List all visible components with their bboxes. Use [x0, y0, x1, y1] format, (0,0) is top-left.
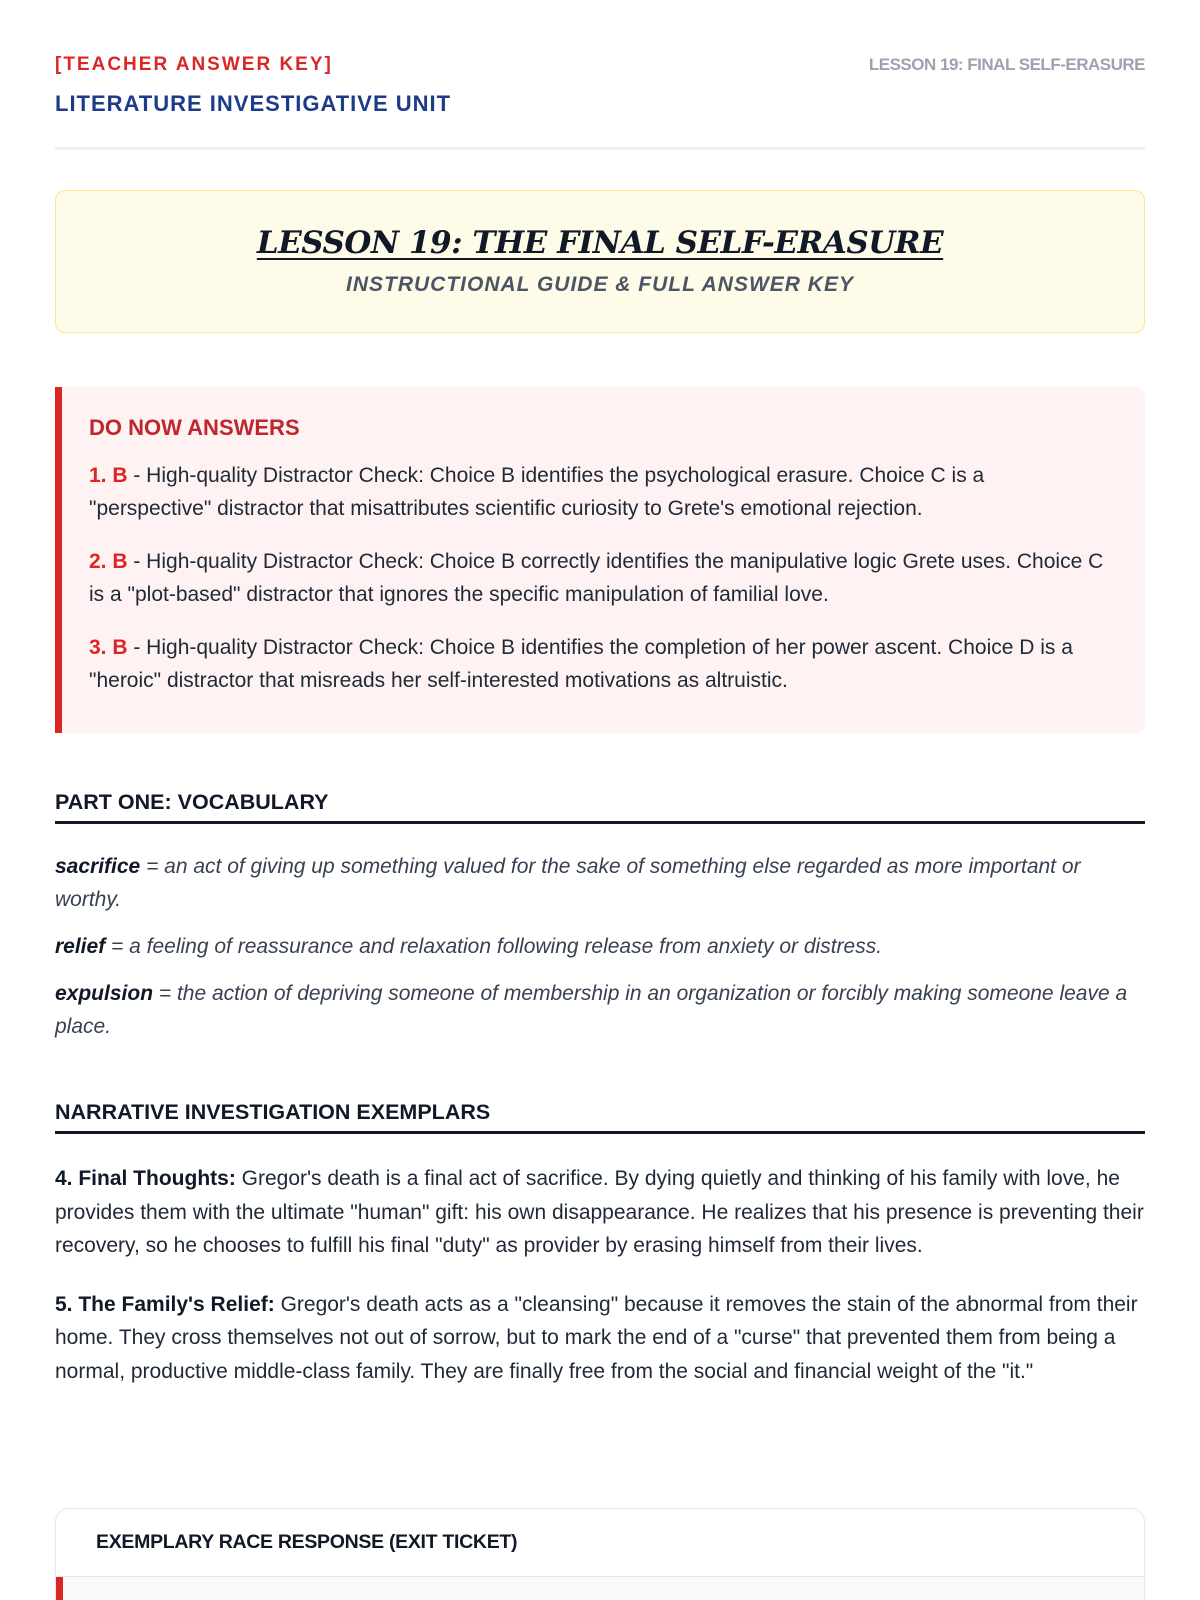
answer-number: 1. B — [89, 464, 128, 487]
answer-text: - High-quality Distractor Check: Choice B identifies the completion of her power ascent. Choice D is a "heroic" distractor that misreads her self-interested motivations as altruistic. — [89, 636, 1073, 692]
page-header — [55, 0, 1145, 150]
vocab-term: relief — [55, 935, 106, 958]
exemplar-text: Gregor's death acts as a "cleansing" because it removes the stain of the abnormal from their home. They cross themselves not out of sorrow, but to mark the end of a "curse" that prevented them from being a normal, productive middle-class family. They are finally free from the social and financial weight of the "it." — [55, 1292, 1138, 1383]
narrative-heading: NARRATIVE INVESTIGATION EXEMPLARS — [55, 1100, 1145, 1134]
unit-label: LITERATURE INVESTIGATIVE UNIT — [55, 91, 452, 116]
vocab-entry — [55, 850, 1145, 916]
vocab-entry — [55, 977, 1145, 1043]
race-response-heading: EXEMPLARY RACE RESPONSE (EXIT TICKET) — [56, 1509, 1144, 1577]
do-now-heading: DO NOW ANSWERS — [89, 415, 300, 440]
exemplar-label: 4. Final Thoughts: — [55, 1167, 236, 1190]
vocab-definition: = the action of depriving someone of membership in an organization or forcibly making someone leave a place. — [55, 982, 1128, 1038]
do-now-answers-box — [55, 387, 1145, 733]
race-response-body — [56, 1577, 1144, 1600]
teacher-answer-key-label: [TEACHER ANSWER KEY] — [55, 54, 333, 75]
answer-number: 2. B — [89, 550, 128, 573]
vocab-term: expulsion — [55, 982, 154, 1005]
lesson-corner-label: LESSON 19: FINAL SELF-ERASURE — [868, 55, 1145, 74]
answer-text: - High-quality Distractor Check: Choice B correctly identifies the manipulative logic Grete uses. Choice C is a "plot-based" distractor that ignores the specific manipulation of familial love. — [89, 550, 1104, 606]
do-now-answer — [89, 545, 1111, 611]
vocab-entry — [55, 930, 1145, 963]
answer-text: - High-quality Distractor Check: Choice B identifies the psychological erasure. Choice C is a "perspective" distractor that misattributes scientific curiosity to Grete's emotional rejection. — [89, 464, 985, 520]
exemplar-item — [55, 1162, 1145, 1263]
title-box — [55, 190, 1145, 333]
page-title: LESSON 19: THE FINAL SELF-ERASURE — [256, 225, 944, 261]
narrative-exemplars — [55, 1162, 1145, 1413]
exemplar-item — [55, 1288, 1145, 1389]
race-response-card — [55, 1508, 1145, 1600]
do-now-answer — [89, 459, 1111, 525]
vocab-definition: = an act of giving up something valued for the sake of something else regarded as more important or worthy. — [55, 855, 1081, 911]
vocabulary-heading: PART ONE: VOCABULARY — [55, 790, 1145, 824]
page-subtitle: INSTRUCTIONAL GUIDE & FULL ANSWER KEY — [346, 273, 854, 296]
do-now-answer — [89, 631, 1111, 697]
answer-number: 3. B — [89, 636, 128, 659]
vocabulary-list — [55, 850, 1145, 1057]
exemplar-text: Gregor's death is a final act of sacrifice. By dying quietly and thinking of his family with love, he provides them with the ultimate "human" gift: his own disappearance. He realizes that his presence is preventing their recovery, so he chooses to fulfill his final "duty" as provider by erasing himself from their lives. — [55, 1167, 1144, 1257]
vocab-term: sacrifice — [55, 855, 141, 878]
exemplar-label: 5. The Family's Relief: — [55, 1292, 275, 1316]
vocab-definition: = a feeling of reassurance and relaxation following release from anxiety or distress. — [105, 935, 883, 958]
